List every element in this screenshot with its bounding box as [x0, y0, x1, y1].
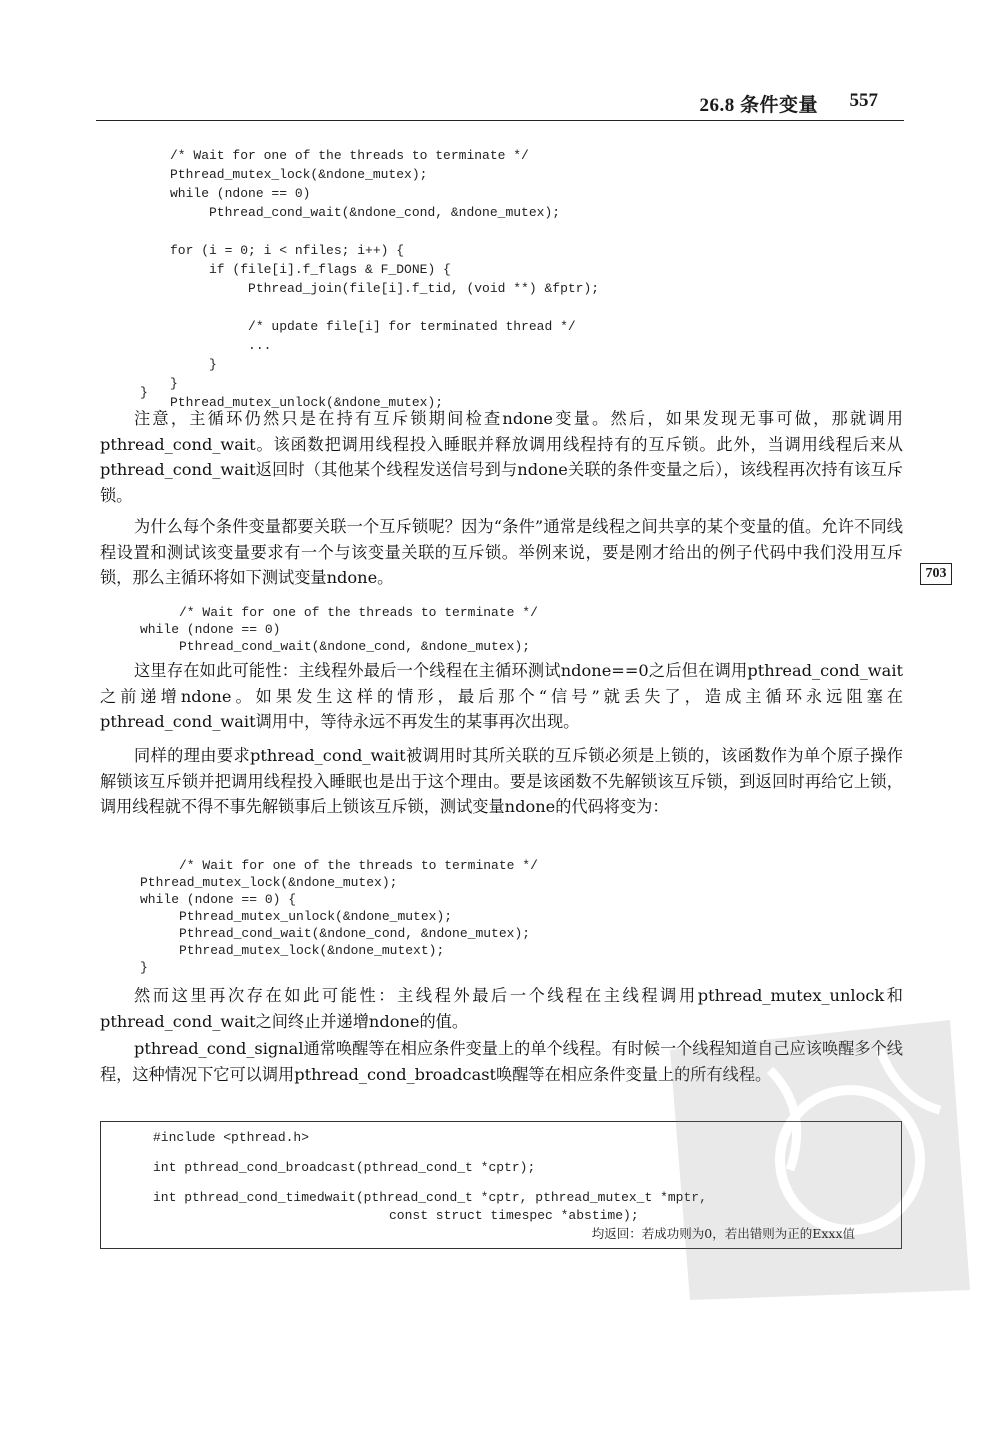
code-closing-brace: }: [140, 385, 148, 400]
paragraph-1: 注意，主循环仍然只是在持有互斥锁期间检查ndone变量。然后，如果发现无事可做，那就调用pthread_cond_wait。该函数把调用线程投入睡眠并释放调用线程持有的互斥锁。此外，当调用线程后来从pthread_cond_wait返回时（其他某个线程发送信号到与ndone关联的条件变量之后），该线程再次持有该互斥锁。: [100, 409, 903, 505]
page-number: 557: [849, 90, 878, 111]
running-header: [96, 84, 904, 121]
include-line: #include <pthread.h>: [153, 1130, 310, 1145]
paragraph-4: 同样的理由要求pthread_cond_wait被调用时其所关联的互斥锁必须是上锁的，该函数作为单个原子操作解锁该互斥锁并把调用线程投入睡眠也是出于这个理由。要是该函数不先解锁该互斥锁，到返回时再给它上锁，调用线程就不得不事先解锁事后上锁该互斥锁，测试变量ndone的代码将变为：: [100, 746, 903, 817]
prototype-timedwait: int pthread_cond_timedwait(pthread_cond_t *cptr, pthread_mutex_t *mptr,: [153, 1190, 707, 1205]
paragraph-2: 为什么每个条件变量都要关联一个互斥锁呢？因为“条件”通常是线程之间共享的某个变量的值。允许不同线程设置和测试该变量要求有一个与该变量关联的互斥锁。举例来说，要是刚才给出的例子代码中我们没用互斥锁，那么主循环将如下测试变量ndone。: [100, 517, 903, 588]
code-block-main-loop: /* Wait for one of the threads to terminate */ Pthread_mutex_lock(&ndone_mutex); while (ndone == 0) Pthread_cond_wait(&ndone_cond, &ndone_mutex); for (i = 0; i < nfiles; i++) { if (file[i].f_flags & F_DONE) { Pthread_join(file[i].f_tid, (void **) &fptr); /* update file[i] for terminated thread */ ... } } Pthread_mutex_unlock(&ndone_mutex);: [170, 148, 600, 410]
margin-page-reference: 703: [920, 563, 952, 585]
section-title: 26.8 条件变量: [699, 95, 818, 116]
prototype-timedwait-cont: const struct timespec *abstime);: [389, 1208, 639, 1223]
paragraph-6: pthread_cond_signal通常唤醒等在相应条件变量上的单个线程。有时候一个线程知道自己应该唤醒多个线程，这种情况下它可以调用pthread_cond_broadcast唤醒等在相应条件变量上的所有线程。: [100, 1039, 903, 1084]
paragraph-3: 这里存在如此可能性：主线程外最后一个线程在主循环测试ndone==0之后但在调用pthread_cond_wait之前递增ndone。如果发生这样的情形，最后那个“信号”就丢失了，造成主循环永远阻塞在pthread_cond_wait调用中，等待永远不再发生的某事再次出现。: [100, 661, 903, 732]
prototype-broadcast: int pthread_cond_broadcast(pthread_cond_t *cptr);: [153, 1160, 536, 1175]
paragraph-5: 然而这里再次存在如此可能性：主线程外最后一个线程在主线程调用pthread_mutex_unlock和pthread_cond_wait之间终止并递增ndone的值。: [100, 986, 903, 1031]
function-prototype-box: [100, 1121, 902, 1249]
code-block-no-mutex: /* Wait for one of the threads to terminate */ while (ndone == 0) Pthread_cond_wait(&ndone_cond, &ndone_mutex);: [140, 605, 538, 654]
return-value-note: 均返回：若成功则为0，若出错则为正的Exxx值: [591, 1226, 855, 1241]
code-block-unlock-wait-lock: /* Wait for one of the threads to terminate */ Pthread_mutex_lock(&ndone_mutex); while (ndone == 0) { Pthread_mutex_unlock(&ndone_mutex); Pthread_cond_wait(&ndone_cond, &ndone_mutex); Pthread_mutex_lock(&ndone_mutext); }: [140, 858, 538, 975]
